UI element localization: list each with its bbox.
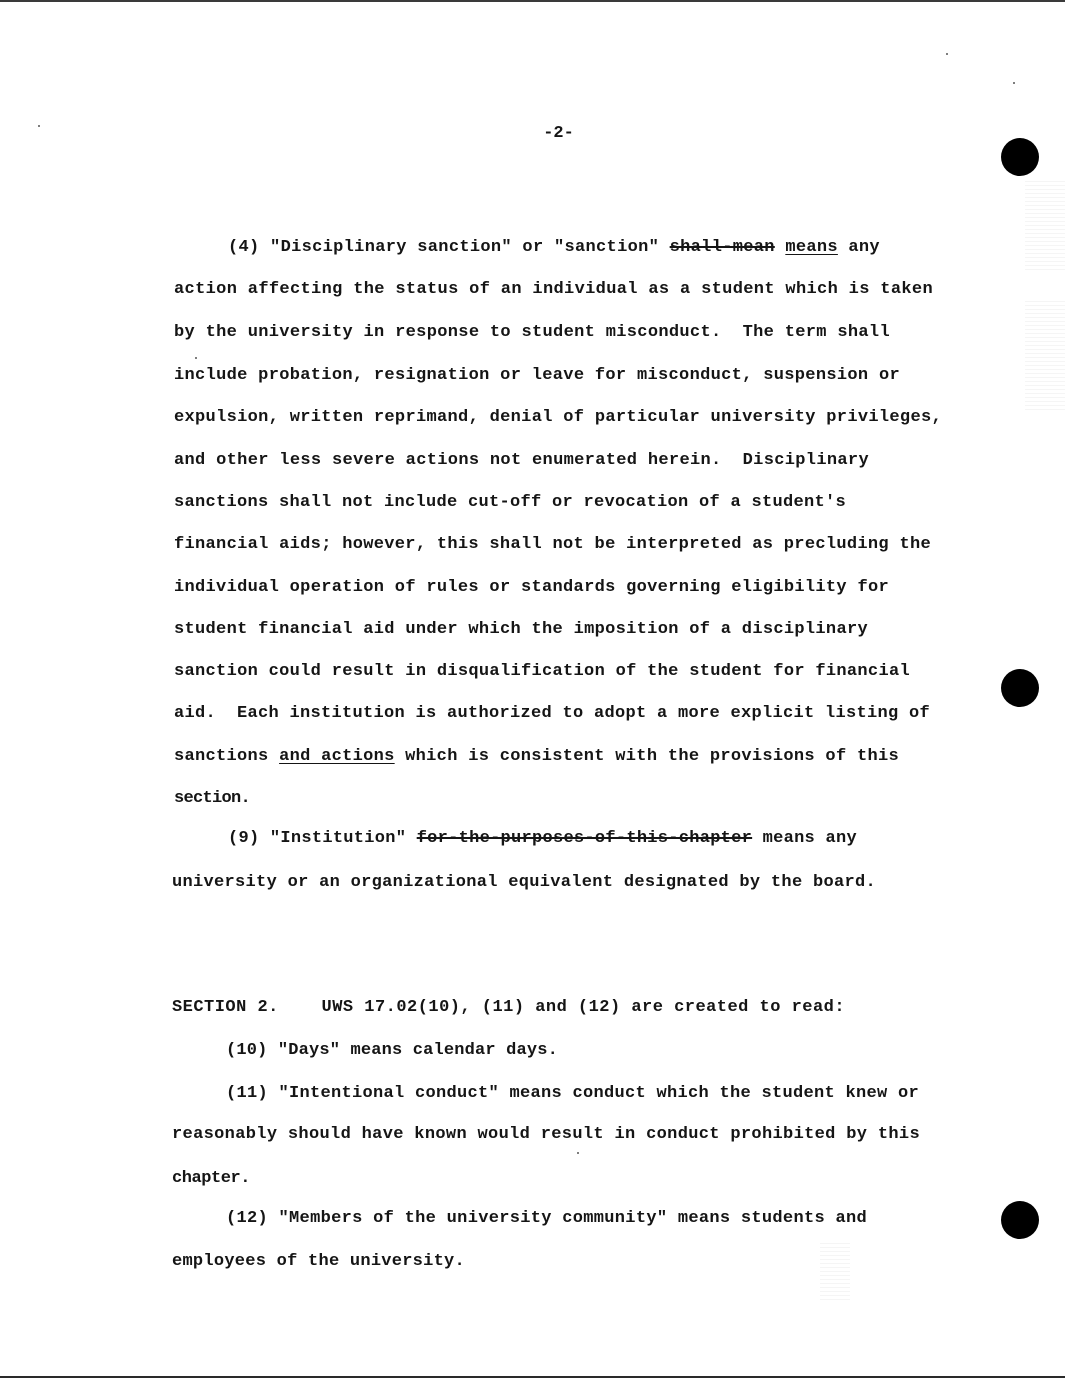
text-segment: sanctions shall not include cut-off or revocation of a student's [174,493,846,512]
struck-text: for-the-purposes-of-this-chapter [416,829,753,848]
text-segment: (10) "Days" means calendar days. [226,1041,558,1060]
text-segment: (4) "Disciplinary sanction" or "sanction" [228,238,670,257]
scan-speck [195,357,197,359]
scan-speck [38,125,40,127]
text-line-p12-l1 [226,1209,867,1229]
text-line-p4-l9 [174,578,889,598]
text-line-p9-l1 [228,829,857,849]
text-line-p10 [226,1041,558,1061]
text-segment: financial aids; however, this shall not be interpreted as precluding the [174,535,931,554]
text-segment: sanction could result in disqualification of the student for financial [174,662,910,681]
text-segment: include probation, resignation or leave for misconduct, suspension or [174,366,900,385]
bottom-edge-rule [0,1376,1065,1378]
text-segment: and other less severe actions not enumerated herein. Disciplinary [174,451,869,470]
punch-hole-top [1001,138,1039,176]
text-segment: section. [174,789,250,808]
text-segment: (9) "Institution" [228,829,417,848]
text-segment: reasonably should have known would result in conduct prohibited by this [172,1125,920,1144]
text-segment: university or an organizational equivalent designated by the board. [172,873,876,892]
text-line-p4-l12 [174,704,930,724]
text-segment: SECTION 2. UWS 17.02(10), (11) and (12) are created to read: [172,998,845,1017]
text-line-p4-l10 [174,620,868,640]
text-segment: any [837,238,880,257]
text-segment: chapter. [172,1169,250,1188]
text-line-p4-l4 [174,366,900,386]
scan-noise [1025,180,1065,270]
text-line-p4-l11 [174,662,910,682]
text-segment: which is consistent with the provisions of this [394,747,899,766]
text-line-p4-l7 [174,493,846,513]
text-segment: aid. Each institution is authorized to adopt a more explicit listing of [174,704,930,723]
text-segment [775,238,786,257]
underlined-text: and actions [279,747,395,766]
scan-speck [946,53,948,55]
text-segment: by the university in response to student misconduct. The term shall [174,323,890,342]
text-segment: action affecting the status of an individual as a student which is taken [174,280,933,299]
text-line-p4-l14 [174,789,250,809]
text-line-p4-l3 [174,323,890,343]
text-line-p4-l13 [174,747,899,767]
page-number: -2- [543,124,574,143]
text-segment: expulsion, written reprimand, denial of particular university privileges, [174,408,942,427]
punch-hole-bottom [1001,1201,1039,1239]
text-line-p11-l1 [226,1084,919,1104]
text-segment: means any [752,829,857,848]
scan-speck [1013,82,1015,84]
text-line-p4-l1 [228,238,880,258]
text-line-p11-l2 [172,1125,920,1145]
underlined-text: means [785,238,838,257]
text-segment: (12) "Members of the university community" means students and [226,1209,867,1228]
text-line-p4-l5 [174,408,942,428]
text-segment: student financial aid under which the imposition of a disciplinary [174,620,868,639]
punch-hole-middle [1001,669,1039,707]
text-line-p4-l6 [174,451,869,471]
text-line-p4-l8 [174,535,931,555]
text-line-sec2 [172,998,845,1018]
top-edge-rule [0,0,1065,2]
text-segment: employees of the university. [172,1252,465,1271]
text-line-p4-l2 [174,280,933,300]
text-segment: sanctions [174,747,280,766]
text-segment: individual operation of rules or standards governing eligibility for [174,578,889,597]
text-line-p9-l2 [172,873,876,893]
text-segment: (11) "Intentional conduct" means conduct which the student knew or [226,1084,919,1103]
scan-speck [577,1152,579,1154]
text-line-p12-l2 [172,1252,465,1272]
text-line-p11-l3 [172,1169,250,1189]
struck-text: shall-mean [669,238,775,257]
scan-noise [1025,300,1065,410]
scan-noise [820,1240,850,1300]
